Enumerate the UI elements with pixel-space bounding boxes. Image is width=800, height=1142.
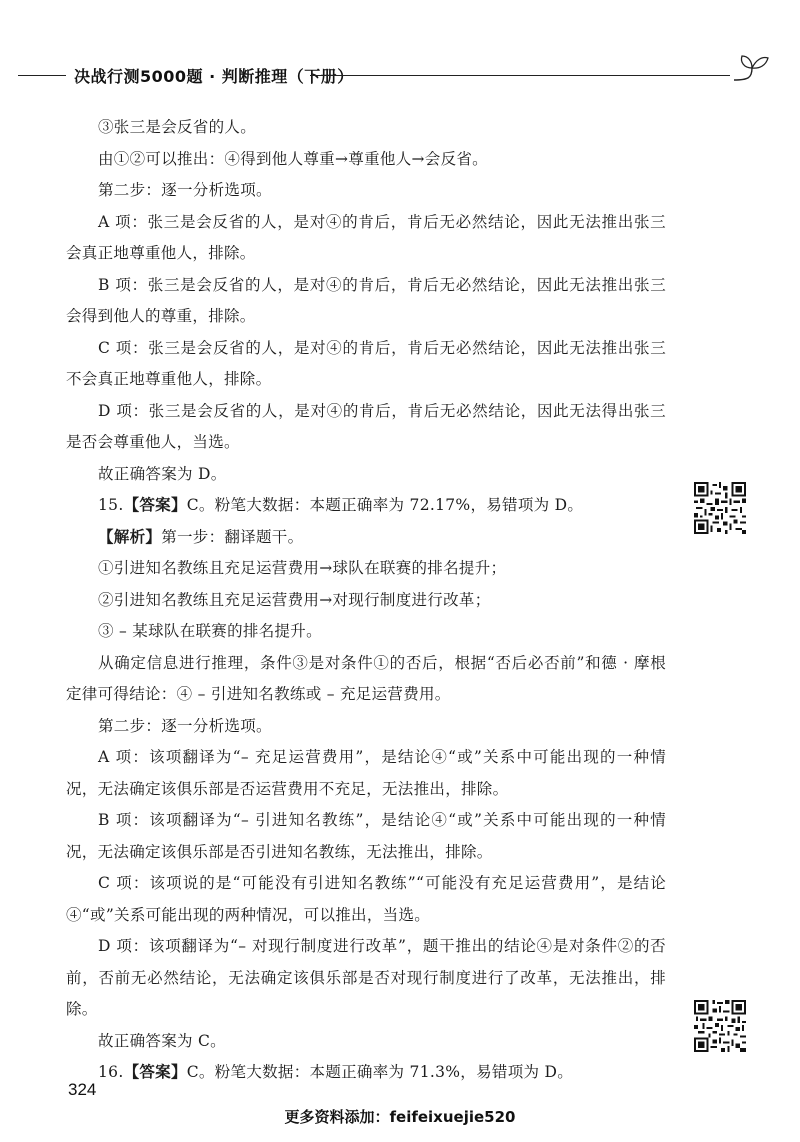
answer-label: 【答案】 [123,496,187,514]
qr-code-icon[interactable] [694,482,746,534]
qr-code-icon[interactable] [694,1000,746,1052]
book-title: 决战行测5000题 · 判断推理（下册） [74,67,354,86]
sprout-icon [730,48,770,84]
q16-answer [66,1057,666,1089]
answer-label: 【答案】 [123,1063,187,1081]
analysis-label: 【解析】 [98,527,162,546]
paragraph: 从确定信息进行推理，条件③是对条件①的否后，根据“否后必否前”和德 · 摩根定律可得结论：④ – 引进知名教练或 – 充足运营费用。 [66,653,666,703]
paragraph: C 项：该项说的是“可能没有引进知名教练”“可能没有充足运营费用”，是结论④“或”关系可能出现的两种情况，可以推出，当选。 [66,874,666,924]
paragraph: C 项：张三是会反省的人，是对④的肯后，肯后无必然结论，因此无法推出张三不会真正地尊重他人，排除。 [66,338,666,388]
q15-answer-text: C。粉笔大数据：本题正确率为 72.17%，易错项为 D。 [186,496,584,514]
paragraph: A 项：该项翻译为“– 充足运营费用”，是结论④“或”关系中可能出现的一种情况，无法确定该俱乐部是否运营费用不充足，无法推出，排除。 [66,748,666,798]
q15-answer [66,490,666,522]
paragraph: 第二步：逐一分析选项。 [98,716,272,735]
q16-number: 16. [98,1063,124,1081]
paragraph: ①引进知名教练且充足运营费用→球队在联赛的排名提升； [98,559,507,577]
paragraph: 故正确答案为 C。 [98,1031,226,1050]
paragraph: B 项：该项翻译为“– 引进知名教练”，是结论④“或”关系中可能出现的一种情况，无法确定该俱乐部是否引进知名教练，无法推出，排除。 [66,811,666,861]
running-header [18,62,758,88]
paragraph: B 项：张三是会反省的人，是对④的肯后，肯后无必然结论，因此无法推出张三会得到他人的尊重，排除。 [66,275,666,325]
q15-number: 15. [98,496,124,514]
header-rule-left [18,75,66,76]
header-rule-right [310,75,730,76]
page-number: 324 [68,1080,97,1099]
paragraph: 故正确答案为 D。 [98,464,227,483]
paragraph: A 项：张三是会反省的人，是对④的肯后，肯后无必然结论，因此无法推出张三会真正地尊重他人，排除。 [66,212,666,262]
footer-watermark-text: 更多资料添加：feifeixuejie520 [284,1108,516,1126]
q15-analysis [66,522,666,554]
paragraph: ③张三是会反省的人。 [98,118,257,136]
q15-analysis-text: 第一步：翻译题干。 [161,527,304,546]
paragraph: ③ – 某球队在联赛的排名提升。 [98,622,322,640]
paragraph: ②引进知名教练且充足运营费用→对现行制度进行改革； [98,590,491,609]
paragraph: D 项：张三是会反省的人，是对④的肯后，肯后无必然结论，因此无法得出张三是否会尊重他人，当选。 [66,401,666,451]
paragraph: 第二步：逐一分析选项。 [98,181,272,199]
paragraph: 由①②可以推出：④得到他人尊重→尊重他人→会反省。 [98,149,488,168]
paragraph: D 项：该项翻译为“– 对现行制度进行改革”，题干推出的结论④是对条件②的否前，否前无必然结论，无法确定该俱乐部是否对现行制度进行了改革，无法推出，排除。 [66,937,666,1018]
q16-answer-text: C。粉笔大数据：本题正确率为 71.3%，易错项为 D。 [186,1063,574,1081]
page-body [66,112,666,1089]
